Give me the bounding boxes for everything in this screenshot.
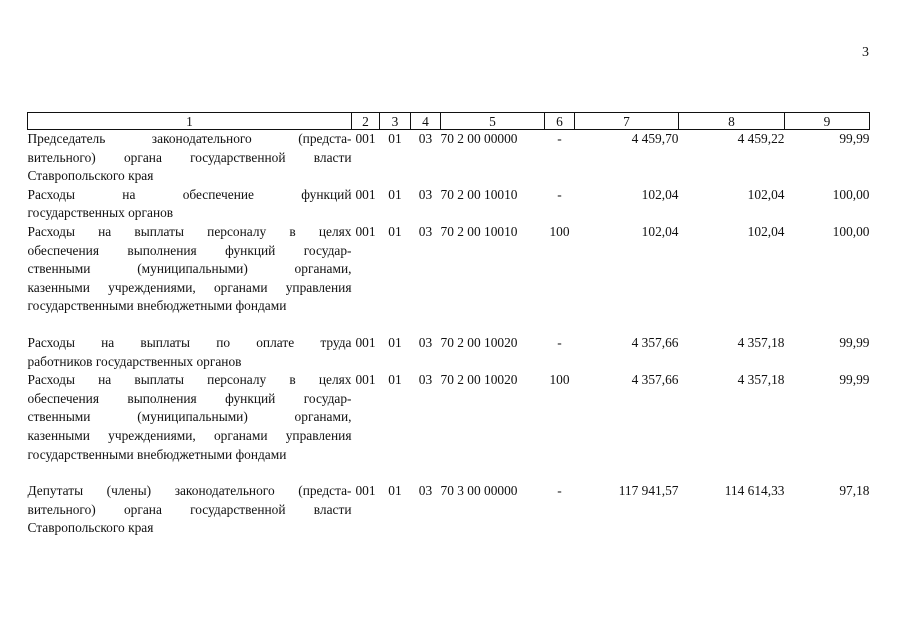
expense-type-code: -: [557, 483, 562, 499]
subsection-code: 03: [418, 131, 433, 146]
planned-amount: 4 357,66: [631, 372, 679, 388]
row-name-line: государственных органов: [27, 205, 174, 221]
row-name-line: Расходы на выплаты по оплате труда: [27, 334, 352, 350]
budget-table: [27, 112, 870, 538]
row-name-line: Ставропольского края: [27, 520, 154, 536]
target-item-code: 70 2 00 10020: [440, 372, 518, 388]
target-item-code: 70 2 00 10020: [440, 334, 518, 350]
row-name-line: вительного) органа государственной власти: [27, 149, 352, 165]
column-header: 5: [441, 113, 545, 130]
target-item-code: 70 2 00 00000: [440, 131, 518, 146]
column-header: 6: [545, 113, 575, 130]
subsection-code: 03: [418, 334, 433, 350]
table-row: [28, 371, 870, 464]
section-code: 01: [388, 334, 402, 350]
executed-amount: 4 459,22: [737, 131, 785, 146]
table-row: [28, 334, 870, 371]
row-name: [28, 223, 352, 316]
ministry-code: 001: [355, 334, 376, 350]
header-row: [28, 113, 870, 130]
table-row: [28, 223, 870, 316]
table-row: [28, 130, 870, 186]
column-header: 1: [28, 113, 352, 130]
target-item-code: 70 3 00 00000: [440, 483, 518, 499]
expense-type-code: -: [557, 131, 562, 146]
execution-percent: 99,99: [839, 372, 870, 388]
expense-type-code: 100: [549, 223, 570, 239]
row-name: [28, 186, 352, 223]
execution-percent: 99,99: [839, 131, 870, 146]
row-name-line: государственными внебюджетными фондами: [27, 446, 287, 462]
row-name-line: Депутаты (члены) законодательного (предста-: [27, 483, 352, 499]
spacer-row: [28, 464, 870, 482]
target-item-code: 70 2 00 10010: [440, 223, 518, 239]
row-name-line: ственными (муниципальными) органами,: [27, 409, 352, 425]
row-name-line: ственными (муниципальными) органами,: [27, 261, 352, 277]
row-name-line: Председатель законодательного (предста-: [27, 131, 352, 146]
subsection-code: 03: [418, 223, 433, 239]
row-name-line: Расходы на выплаты персоналу в целях: [27, 372, 352, 388]
subsection-code: 03: [418, 372, 433, 388]
execution-percent: 100,00: [832, 186, 870, 202]
section-code: 01: [388, 131, 402, 146]
ministry-code: 001: [355, 186, 376, 202]
expense-type-code: -: [557, 334, 562, 350]
column-header: 7: [575, 113, 679, 130]
executed-amount: 4 357,18: [737, 372, 785, 388]
planned-amount: 4 357,66: [631, 334, 679, 350]
row-name: [28, 334, 352, 371]
ministry-code: 001: [355, 483, 376, 499]
row-name-line: вительного) органа государственной власти: [27, 501, 352, 517]
ministry-code: 001: [355, 223, 376, 239]
table-row: [28, 482, 870, 538]
table-row: [28, 186, 870, 223]
row-name-line: государственными внебюджетными фондами: [27, 298, 287, 314]
column-header: 8: [679, 113, 785, 130]
section-code: 01: [388, 483, 402, 499]
row-name-line: казенными учреждениями, органами управления: [27, 279, 352, 295]
section-code: 01: [388, 372, 402, 388]
subsection-code: 03: [418, 483, 433, 499]
planned-amount: 102,04: [641, 223, 679, 239]
subsection-code: 03: [418, 186, 433, 202]
ministry-code: 001: [355, 372, 376, 388]
row-name-line: обеспечения выполнения функций государ-: [27, 390, 352, 406]
ministry-code: 001: [355, 131, 376, 146]
planned-amount: 117 941,57: [618, 483, 679, 499]
executed-amount: 4 357,18: [737, 334, 785, 350]
target-item-code: 70 2 00 10010: [440, 186, 518, 202]
column-header: 9: [785, 113, 870, 130]
row-name: [28, 371, 352, 464]
column-header: 4: [411, 113, 441, 130]
executed-amount: 102,04: [747, 223, 785, 239]
row-name: [28, 130, 352, 186]
planned-amount: 102,04: [641, 186, 679, 202]
row-name: [28, 482, 352, 538]
section-code: 01: [388, 186, 402, 202]
planned-amount: 4 459,70: [631, 131, 679, 146]
row-name-line: Ставропольского края: [27, 168, 154, 184]
row-name-line: Расходы на выплаты персоналу в целях: [27, 223, 352, 239]
execution-percent: 97,18: [839, 483, 870, 499]
execution-percent: 99,99: [839, 334, 870, 350]
executed-amount: 102,04: [747, 186, 785, 202]
row-name-line: работников государственных органов: [27, 353, 242, 369]
column-header: 3: [380, 113, 411, 130]
expense-type-code: -: [557, 186, 562, 202]
executed-amount: 114 614,33: [724, 483, 785, 499]
column-header: 2: [352, 113, 380, 130]
spacer-row: [28, 316, 870, 334]
expense-type-code: 100: [549, 372, 570, 388]
section-code: 01: [388, 223, 402, 239]
row-name-line: обеспечения выполнения функций государ-: [27, 242, 352, 258]
execution-percent: 100,00: [832, 223, 870, 239]
row-name-line: Расходы на обеспечение функций: [27, 186, 352, 202]
row-name-line: казенными учреждениями, органами управления: [27, 427, 352, 443]
page-number: 3: [862, 45, 869, 60]
